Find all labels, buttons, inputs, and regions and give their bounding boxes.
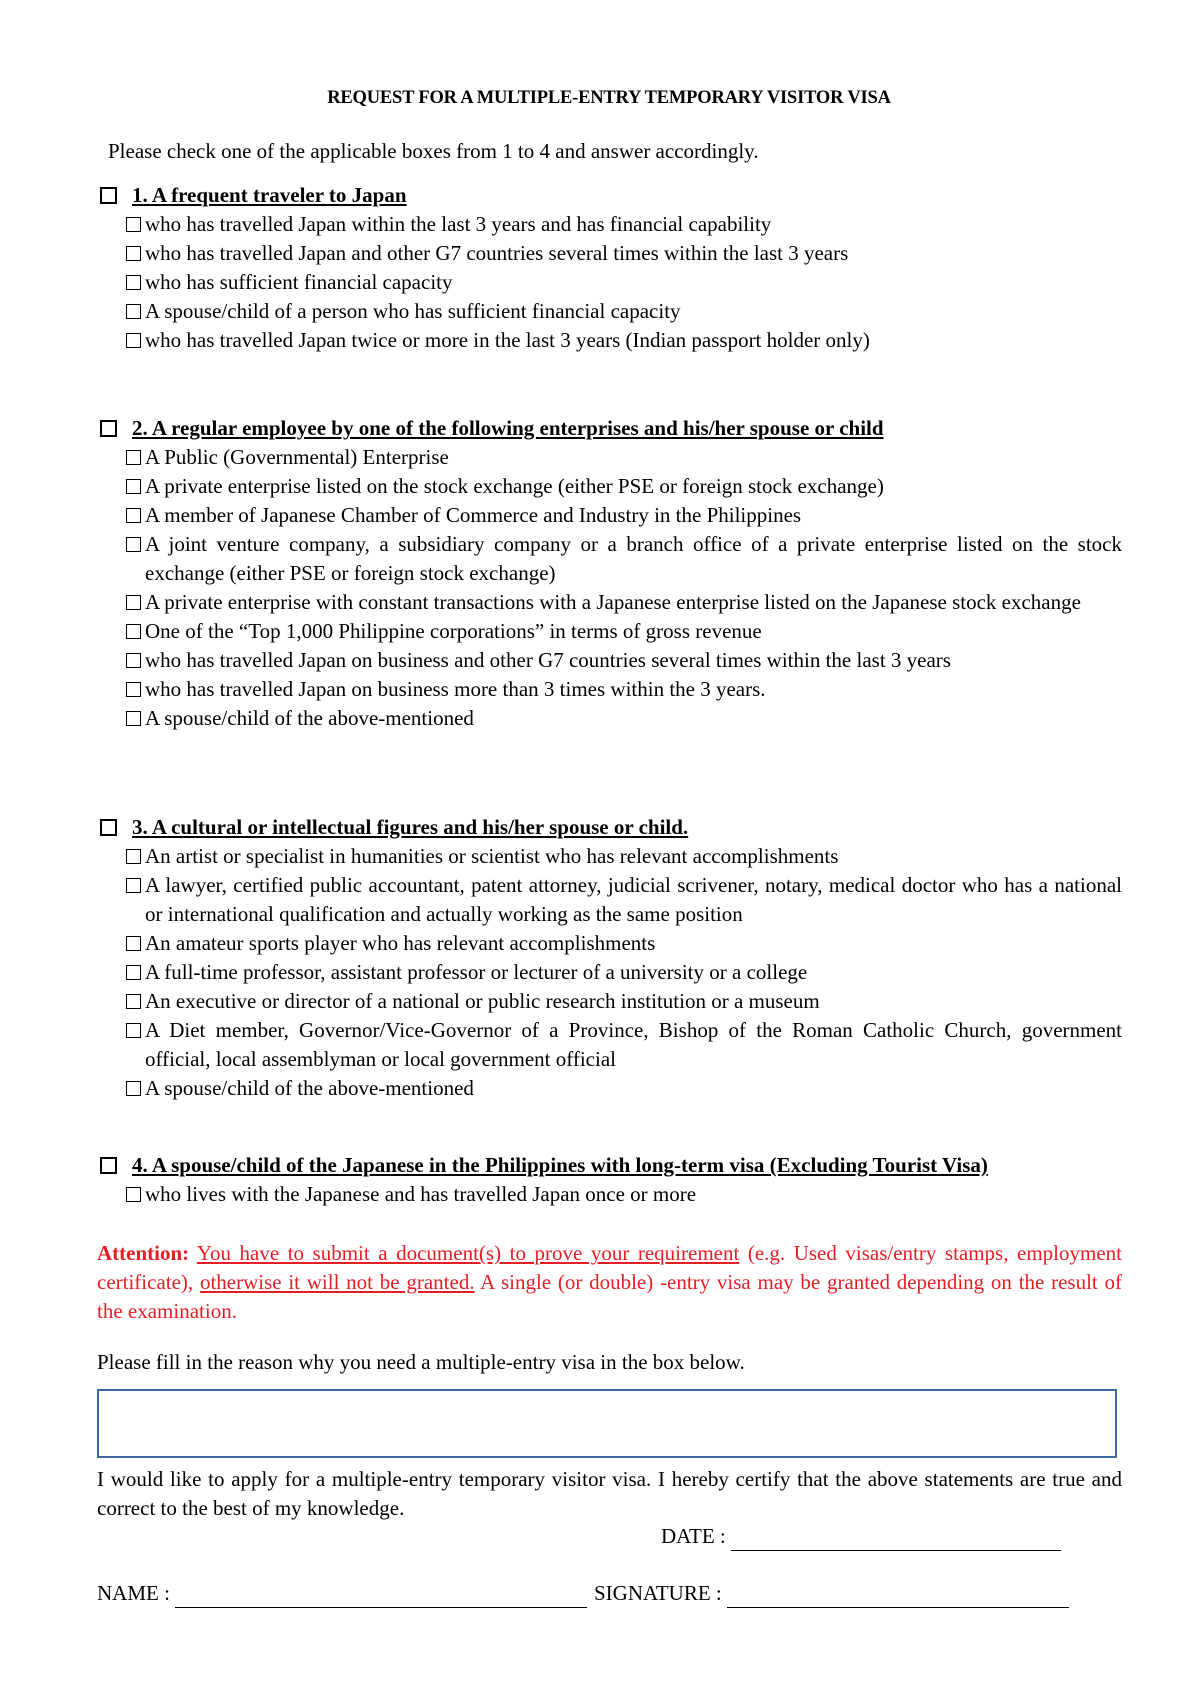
item-checkbox[interactable] [126,246,141,261]
form-title: REQUEST FOR A MULTIPLE-ENTRY TEMPORARY VISITOR VISA [327,88,891,108]
item-checkbox[interactable] [126,936,141,951]
item-checkbox[interactable] [126,217,141,232]
section-1-title: 1. A frequent traveler to Japan [132,183,407,207]
signature-input-line[interactable] [727,1585,1069,1608]
section-3-title: 3. A cultural or intellectual figures and his/her spouse or child. [132,815,689,839]
date-field [661,1522,1061,1551]
item-checkbox[interactable] [126,479,141,494]
section-1-heading [97,181,1122,210]
section-2 [97,414,1122,733]
item-checkbox[interactable] [126,537,141,552]
item-checkbox[interactable] [126,994,141,1009]
list-item: A private enterprise with constant transactions with a Japanese enterprise listed on the Japanese stock exchange [97,588,1122,617]
section-2-title: 2. A regular employee by one of the following enterprises and his/her spouse or child [132,416,884,440]
item-checkbox[interactable] [126,878,141,893]
list-item: An artist or specialist in humanities or scientist who has relevant accomplishments [97,842,1122,871]
name-label: NAME : [97,1581,170,1605]
attention-tail: A single (or double) -entry visa may be granted depending on the result of the examination. [97,1270,1123,1323]
item-checkbox[interactable] [126,275,141,290]
item-checkbox[interactable] [126,450,141,465]
item-checkbox[interactable] [126,682,141,697]
list-item: A Public (Governmental) Enterprise [97,443,1122,472]
reason-instruction: Please fill in the reason why you need a multiple-entry visa in the box below. [97,1350,745,1374]
list-item: A member of Japanese Chamber of Commerce and Industry in the Philippines [97,501,1122,530]
item-checkbox[interactable] [126,965,141,980]
item-checkbox[interactable] [126,653,141,668]
section-3-checkbox[interactable] [100,819,117,836]
item-checkbox[interactable] [126,711,141,726]
form-instruction: Please check one of the applicable boxes from 1 to 4 and answer accordingly. [108,139,759,163]
list-item: who has travelled Japan within the last 3 years and has financial capability [97,210,1122,239]
list-item: who has travelled Japan on business more than 3 times within the 3 years. [97,675,1122,704]
item-checkbox[interactable] [126,304,141,319]
attention-note [97,1239,1122,1326]
item-checkbox[interactable] [126,624,141,639]
list-item: An executive or director of a national or public research institution or a museum [97,987,1122,1016]
list-item: A Diet member, Governor/Vice-Governor of a Province, Bishop of the Roman Catholic Church, government official, local assemblyman or local government official [97,1016,1122,1074]
list-item: A spouse/child of a person who has sufficient financial capacity [97,297,1122,326]
list-item: One of the “Top 1,000 Philippine corporations” in terms of gross revenue [97,617,1122,646]
list-item: who lives with the Japanese and has travelled Japan once or more [97,1180,1122,1209]
list-item: A spouse/child of the above-mentioned [97,704,1122,733]
attention-label: Attention: [97,1241,190,1265]
signature-field [594,1579,1069,1608]
list-item: who has sufficient financial capacity [97,268,1122,297]
item-checkbox[interactable] [126,508,141,523]
item-checkbox[interactable] [126,1023,141,1038]
list-item: An amateur sports player who has relevant accomplishments [97,929,1122,958]
section-4-heading [97,1151,1122,1180]
section-4-checkbox[interactable] [100,1157,117,1174]
section-4 [97,1151,1122,1209]
item-checkbox[interactable] [126,849,141,864]
list-item: who has travelled Japan twice or more in the last 3 years (Indian passport holder only) [97,326,1122,355]
name-input-line[interactable] [175,1585,587,1608]
section-4-title: 4. A spouse/child of the Japanese in the Philippines with long-term visa (Excluding Tourist Visa) [132,1153,988,1177]
item-checkbox[interactable] [126,1187,141,1202]
list-item: who has travelled Japan and other G7 countries several times within the last 3 years [97,239,1122,268]
certification-statement: I would like to apply for a multiple-entry temporary visitor visa. I hereby certify that the above statements are true and correct to the best of my knowledge. [97,1467,1122,1520]
section-2-checkbox[interactable] [100,420,117,437]
section-2-heading [97,414,1122,443]
signature-label: SIGNATURE : [594,1581,722,1605]
name-field [97,1579,587,1608]
section-3-heading [97,813,1122,842]
list-item: A private enterprise listed on the stock exchange (either PSE or foreign stock exchange) [97,472,1122,501]
reason-input[interactable] [97,1389,1117,1458]
attention-warning: otherwise it will not be granted. [199,1270,475,1294]
list-item: A joint venture company, a subsidiary company or a branch office of a private enterprise listed on the stock exchange (either PSE or foreign stock exchange) [97,530,1122,588]
attention-examples: (e.g. Used visas/entry stamps, employment certificate), [97,1241,1122,1294]
item-checkbox[interactable] [126,595,141,610]
list-item: who has travelled Japan on business and other G7 countries several times within the last 3 years [97,646,1122,675]
item-checkbox[interactable] [126,333,141,348]
date-input-line[interactable] [731,1528,1061,1551]
item-checkbox[interactable] [126,1081,141,1096]
list-item: A spouse/child of the above-mentioned [97,1074,1122,1103]
section-1-checkbox[interactable] [100,187,117,204]
list-item: A lawyer, certified public accountant, patent attorney, judicial scrivener, notary, medical doctor who has a national or international qualification and actually working as the same position [97,871,1122,929]
section-1 [97,181,1122,355]
attention-requirement: You have to submit a document(s) to prove your requirement [196,1241,740,1265]
list-item: A full-time professor, assistant professor or lecturer of a university or a college [97,958,1122,987]
section-3 [97,813,1122,1103]
date-label: DATE : [661,1524,726,1548]
